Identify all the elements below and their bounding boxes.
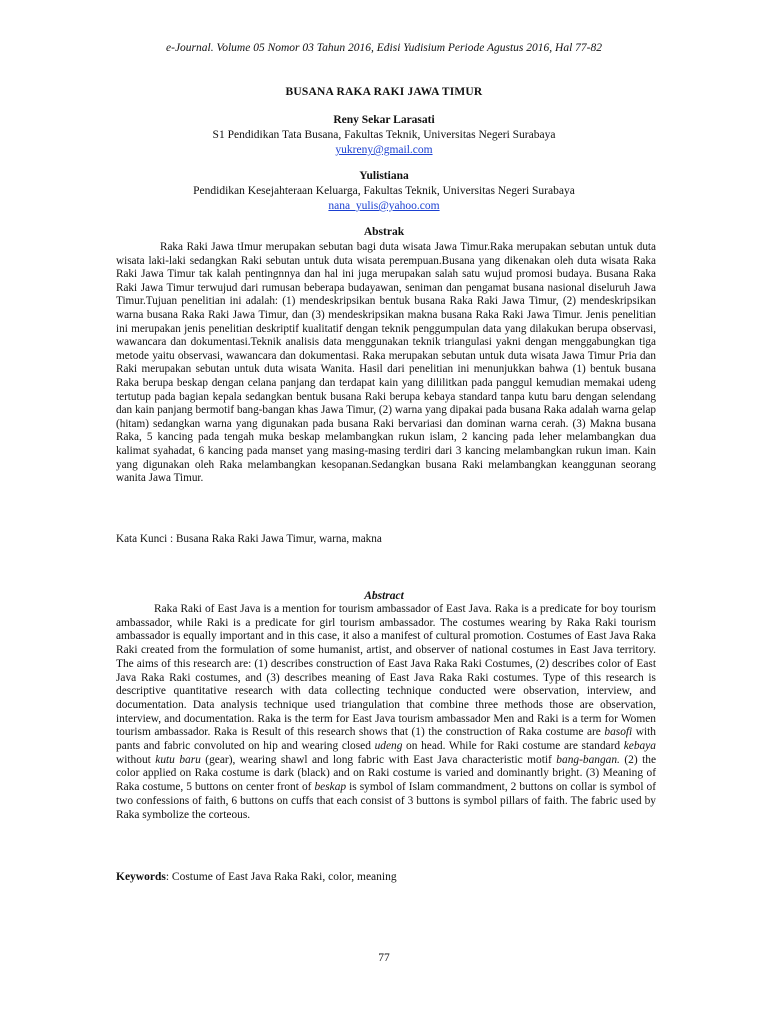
abstrak-body: Raka Raki Jawa tImur merupakan sebutan bagi duta wisata Jawa Timur.Raka merupakan sebutan untuk duta wisata laki-laki sedangkan Raki sebutan untuk duta wisata perempuan.Busana yang dikenakan oleh duta wisata Raka Raki Jawa Timur tak kalah pentingnnya dan hal ini juga merupakan salah satu wujud promosi budaya. Busana Raka Raki Jawa Timur terwujud dari rumusan beberapa budayawan, seniman dan pengamat busana nasional diseluruh Jawa Timur.Tujuan penelitian ini adalah: (1) mendeskripsikan bentuk busana Raka Raki Jawa Timur, (2) mendeskripsikan warna busana Raka Raki Jawa Timur, dan (3) mendeskripsikan makna busana Raka Raki Jawa Timur. Jenis penelitian ini merupakan jenis penelitian deskriptif kualitatif dengan teknik penggumpulan data yang dilakukan berupa observasi, wawancara dan dokumentasi.Teknik analisis data menggunakan teknik triangulasi yakni dengan menggabungkan tiga metode yaitu observasi, wawancara dan dokumentasi. Raka merupakan sebutan untuk duta wisata Jawa Timur Pria dan Raki merupakan sebutan untuk duta wisata Wanita. Hasil dari penelitian ini menunjukkan bahwa (1) bentuk busana Raka berupa beskap dengan celana panjang dan terdapat kain yang dililitkan pada panggul kemudian memakai udeng tertutup pada bagian kepala sedangkan bentuk busana Raki berupa kebaya standard tanpa kutu baru dengan selendang dan kain panjang bermotif bang-bangan khas Jawa Timur, (2) warna yang dipakai pada busana Raka adalah warna gelap (hitam) sedangkan warna yang digunakan pada busana Raki bervariasi dan dominan warna cerah. (3) Makna busana Raka, 5 kancing pada tengah muka beskap melambangkan rukun islam, 2 kancing pada leher melambangkan dua kalimat syahadat, 6 kancing pada manset yang masing-masing terdiri dari 3 kancing melambangkan rukun iman. Kain yang digunakan oleh Raka melambangkan kesopanan.Sedangkan busana Raki melambangkan keanggunan seorang wanita Jawa Timur. (116, 241, 656, 485)
author-email-link[interactable]: yukreny@gmail.com (335, 144, 433, 156)
author-email-link[interactable]: nana_yulis@yahoo.com (328, 200, 440, 212)
author-block-2 (0, 169, 768, 214)
term-beskap: beskap (314, 781, 347, 794)
author-name: Reny Sekar Larasati (333, 114, 435, 126)
keywords-label: Keywords (116, 871, 166, 883)
page-number: 77 (378, 952, 390, 964)
author-affiliation: Pendidikan Kesejahteraan Keluarga, Fakultas Teknik, Universitas Negeri Surabaya (193, 185, 575, 197)
journal-header: e-Journal. Volume 05 Nomor 03 Tahun 2016, Edisi Yudisium Periode Agustus 2016, Hal 77-82 (166, 42, 602, 54)
term-kebaya: kebaya (623, 740, 656, 753)
abstract-body: Raka Raki of East Java is a mention for tourism ambassador of East Java. Raka is a predicate for boy tourism ambassador, while Raki is a predicate for girl tourism ambassador. The costumes wearing by Raka Raki tourism ambassador is equally important and in this case, it also a manifest of cultural promotion. Costumes of East Java Raka Raki created from the formulation of some humanist, artist, and observer of national costumes in East Java territory. The aims of this research are: (1) describes construction of East Java Raka Raki Costumes, (2) describes color of East Java Raka Raki costumes, and (3) describes meaning of East Java Raka Raki costumes. Type of this research is descriptive quantitative research with data collecting technique conducted were observation, interview, and documentation. Data analysis technique used triangulation that combine three methods those are observation, interview, and documentation. Raka is the term for East Java tourism ambassador Men and Raki is a term for Women tourism ambassador. Raka is Result of this research shows that (1) the construction of Raka costume are basofi with pants and fabric convoluted on hip and wearing closed udeng on head. While for Raki costume are standard kebaya without kutu baru (gear), wearing shawl and long fabric with East Java characteristic motif bang-bangan. (2) the color applied on Raka costume is dark (black) and on Raki costume is varied and dominantly bright. (3) Meaning of Raka costume, 5 buttons on center front of beskap is symbol of Islam commandment, 2 buttons on collar is symbol of two confessions of faith, 6 buttons on cuffs that each consist of 3 buttons is symbol pillars of faith. The fabric used by Raka symbolize the corteous. (116, 603, 657, 821)
author-name: Yulistiana (359, 170, 409, 182)
abstrak-heading: Abstrak (363, 226, 405, 238)
paper-title: BUSANA RAKA RAKI JAWA TIMUR (285, 86, 483, 98)
term-kutu-baru: kutu baru (155, 753, 201, 766)
term-udeng: udeng (374, 740, 403, 753)
keywords-text: : Costume of East Java Raka Raki, color, meaning (165, 871, 397, 883)
term-bang-bangan: bang-bangan. (556, 753, 620, 766)
keywords-line (116, 871, 656, 883)
abstract-heading: Abstract (364, 590, 404, 602)
author-block-1 (0, 113, 768, 158)
author-affiliation: S1 Pendidikan Tata Busana, Fakultas Teknik, Universitas Negeri Surabaya (212, 129, 556, 141)
kata-kunci: Kata Kunci : Busana Raka Raki Jawa Timur, warna, makna (116, 533, 382, 545)
term-basofi: basofi (604, 726, 633, 739)
